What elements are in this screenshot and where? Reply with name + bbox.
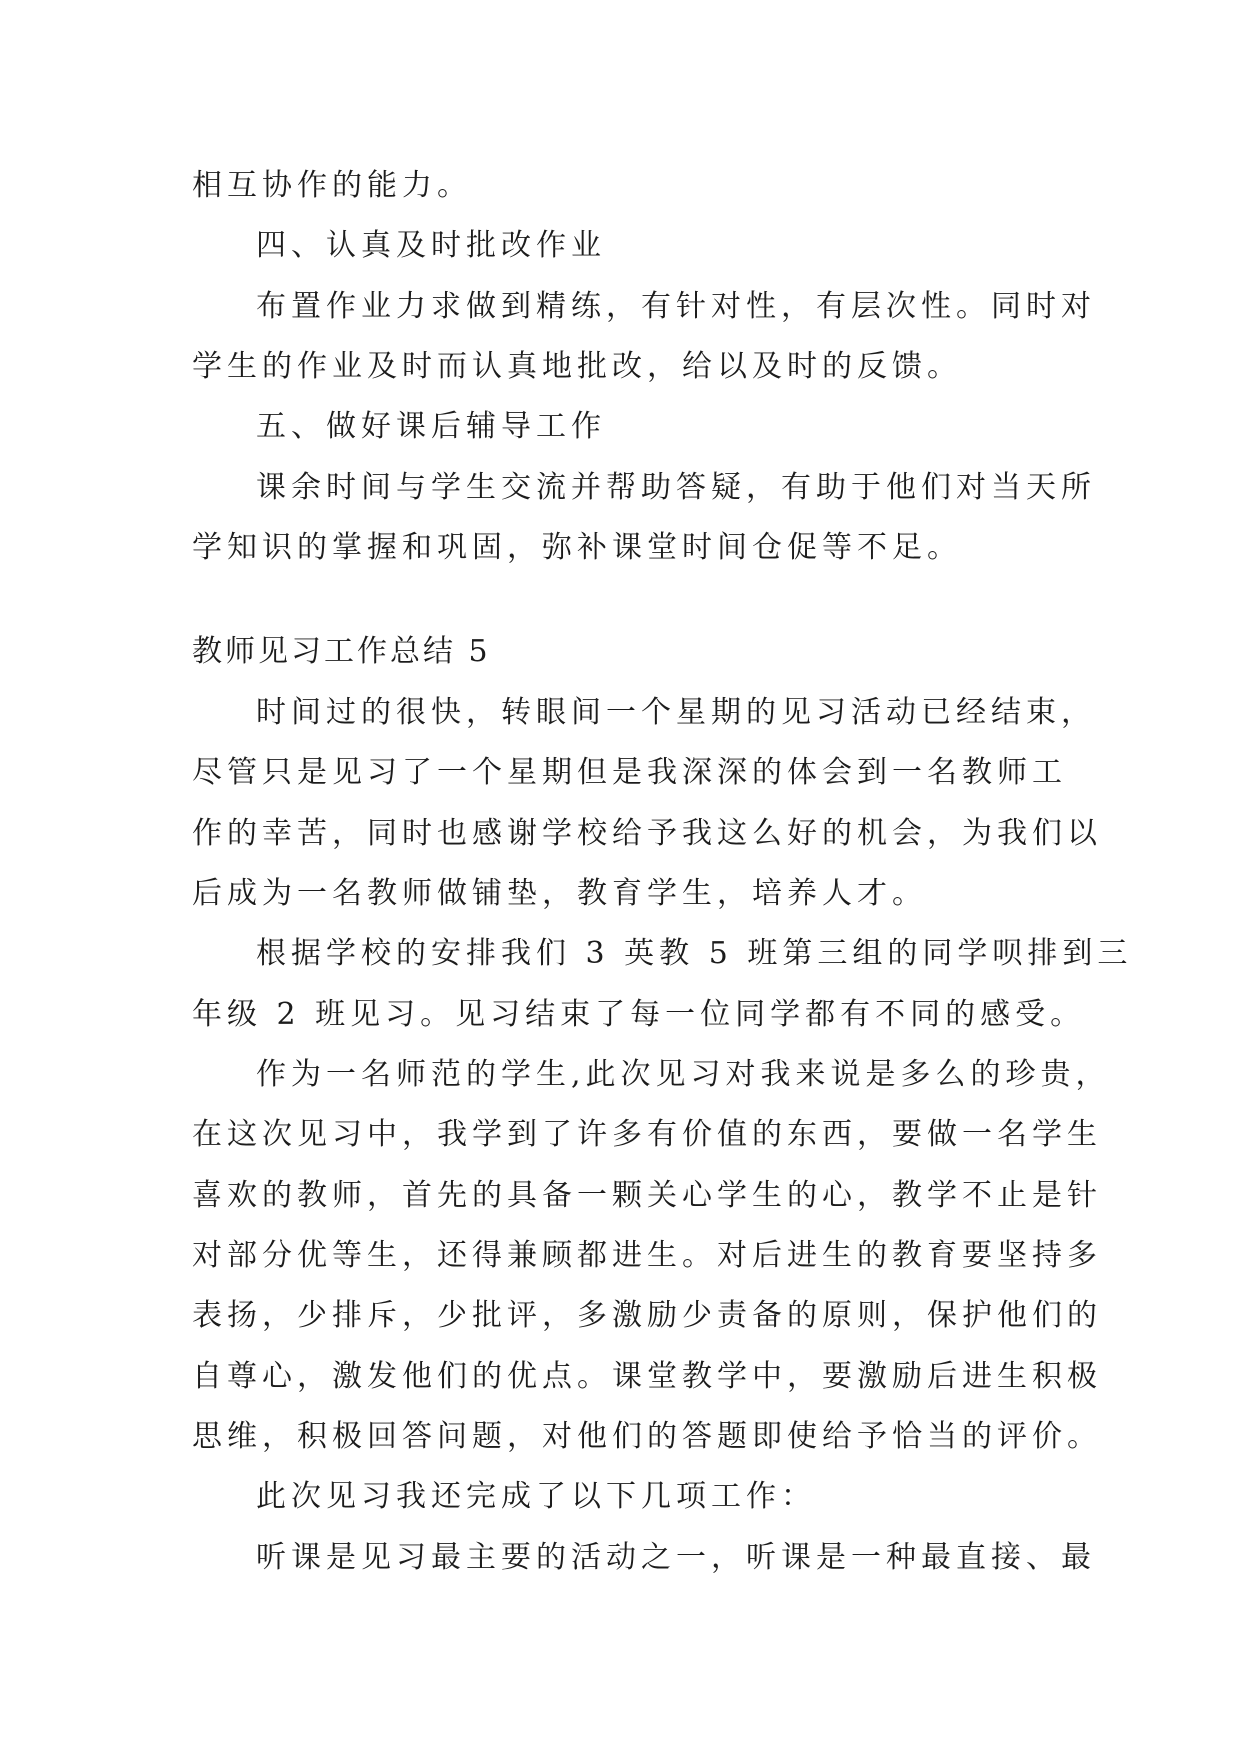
text-line: 根据学校的安排我们 3 英教 5 班第三组的同学呗排到三 [256, 936, 1133, 971]
text-line: 此次见习我还完成了以下几项工作： [256, 1479, 816, 1514]
text-line: 布置作业力求做到精练，有针对性，有层次性。同时对 [256, 289, 1096, 324]
text-line: 年级 2 班见习。见习结束了每一位同学都有不同的感受。 [192, 997, 1086, 1032]
text-line: 后成为一名教师做铺垫，教育学生，培养人才。 [192, 876, 927, 911]
section-heading: 五、做好课后辅导工作 [256, 409, 606, 444]
text-line: 作的幸苦，同时也感谢学校给予我这么好的机会，为我们以 [192, 816, 1102, 851]
text-line: 自尊心，激发他们的优点。课堂教学中，要激励后进生积极 [192, 1359, 1102, 1394]
text-line: 学生的作业及时而认真地批改，给以及时的反馈。 [192, 349, 962, 384]
text-line: 作为一名师范的学生,此次见习对我来说是多么的珍贵， [256, 1057, 1111, 1092]
text-line: 相互协作的能力。 [192, 168, 472, 203]
text-line: 学知识的掌握和巩固，弥补课堂时间仓促等不足。 [192, 530, 962, 565]
text-line: 表扬，少排斥，少批评，多激励少责备的原则，保护他们的 [192, 1298, 1102, 1333]
text-line: 时间过的很快，转眼间一个星期的见习活动已经结束， [256, 695, 1096, 730]
section-heading: 四、认真及时批改作业 [256, 228, 606, 263]
text-line: 思维，积极回答问题，对他们的答题即使给予恰当的评价。 [192, 1419, 1102, 1454]
article-title: 教师见习工作总结 5 [192, 634, 491, 669]
text-line: 在这次见习中，我学到了许多有价值的东西，要做一名学生 [192, 1117, 1102, 1152]
text-line: 课余时间与学生交流并帮助答疑，有助于他们对当天所 [256, 470, 1096, 505]
text-line: 喜欢的教师，首先的具备一颗关心学生的心，教学不止是针 [192, 1178, 1102, 1213]
text-line: 对部分优等生，还得兼顾都进生。对后进生的教育要坚持多 [192, 1238, 1102, 1273]
text-line: 尽管只是见习了一个星期但是我深深的体会到一名教师工 [192, 755, 1067, 790]
text-line: 听课是见习最主要的活动之一，听课是一种最直接、最 [256, 1540, 1096, 1575]
